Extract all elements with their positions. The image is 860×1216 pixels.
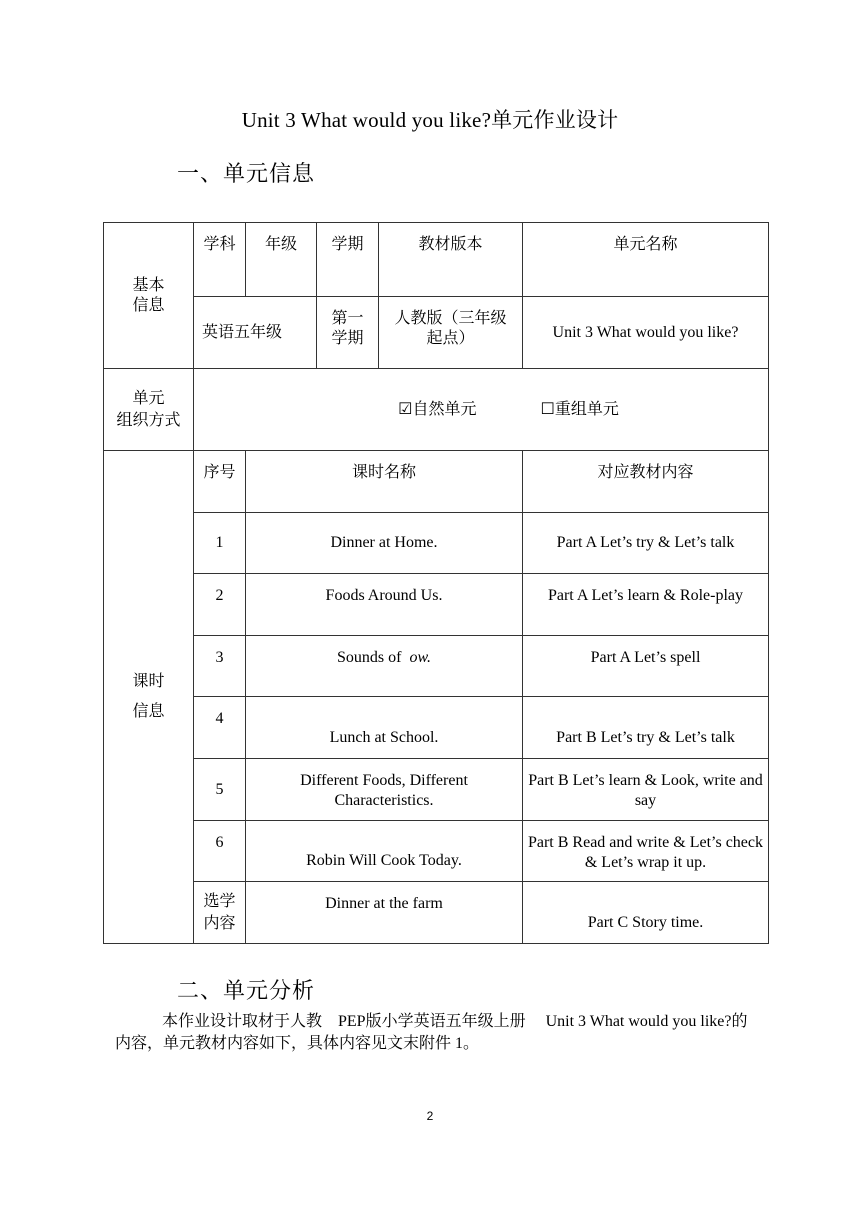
natural-unit-checkbox[interactable]: ☑自然单元 [398,400,477,418]
page-number: 2 [426,1109,434,1123]
lesson-name: Foods Around Us. [246,574,523,636]
lesson-header-content: 对应教材内容 [523,451,769,513]
header-textbook: 教材版本 [379,223,523,297]
lesson-number: 3 [194,636,246,697]
document-title: Unit 3 What would you like?单元作业设计 [241,108,619,132]
regrouped-unit-checkbox[interactable]: ☐重组单元 [540,400,619,418]
organization-options [194,369,769,451]
header-unit-name: 单元名称 [523,223,769,297]
lesson-number: 1 [194,513,246,574]
organization-label: 单元 组织方式 [104,369,194,451]
lesson-name: Dinner at the farm [246,882,523,944]
table-row [104,513,769,574]
lesson-content: Part B Let’s try & Let’s talk [523,697,769,759]
lesson-header-number: 序号 [194,451,246,513]
lesson-content: Part A Let’s learn & Role-play [523,574,769,636]
lesson-number: 4 [194,697,246,759]
lesson-name: Sounds of ow. [246,636,523,697]
table-row [104,636,769,697]
header-term: 学期 [317,223,379,297]
basic-info-label: 基本 信息 [104,223,194,369]
lesson-content: Part C Story time. [523,882,769,944]
lesson-name: Different Foods, Different Characteristics. [246,759,523,821]
lesson-header-name: 课时名称 [246,451,523,513]
lesson-name: Robin Will Cook Today. [246,821,523,882]
lesson-number: 5 [194,759,246,821]
lesson-number: 2 [194,574,246,636]
lesson-content: Part B Read and write & Let’s check & Let’s wrap it up. [523,821,769,882]
lesson-content: Part A Let’s try & Let’s talk [523,513,769,574]
lesson-name: Dinner at Home. [246,513,523,574]
lesson-content: Part A Let’s spell [523,636,769,697]
lesson-info-label: 课时 信息 [104,451,194,944]
section-heading-unit-info: 一、单元信息 [177,161,316,186]
lesson-number: 6 [194,821,246,882]
lesson-number: 选学 内容 [194,882,246,944]
lesson-content: Part B Let’s learn & Look, write and say [523,759,769,821]
section-heading-unit-analysis: 二、单元分析 [177,978,316,1003]
header-grade: 年级 [246,223,317,297]
lesson-name: Lunch at School. [246,697,523,759]
table-row [104,759,769,821]
header-subject: 学科 [194,223,246,297]
subject-grade-value: 英语五年级 [194,297,317,369]
unit-info-table [103,222,769,944]
table-row [104,882,769,944]
textbook-value: 人教版（三年级 起点） [379,297,523,369]
table-row [104,697,769,759]
table-row [104,821,769,882]
term-value: 第一 学期 [317,297,379,369]
analysis-paragraph: 本作业设计取材于人教 PEP版小学英语五年级上册 Unit 3 What would you like?的内容，单元教材内容如下，具体内容见文末附件 1。 [115,1013,748,1052]
table-row [104,574,769,636]
unit-name-value: Unit 3 What would you like? [523,297,769,369]
